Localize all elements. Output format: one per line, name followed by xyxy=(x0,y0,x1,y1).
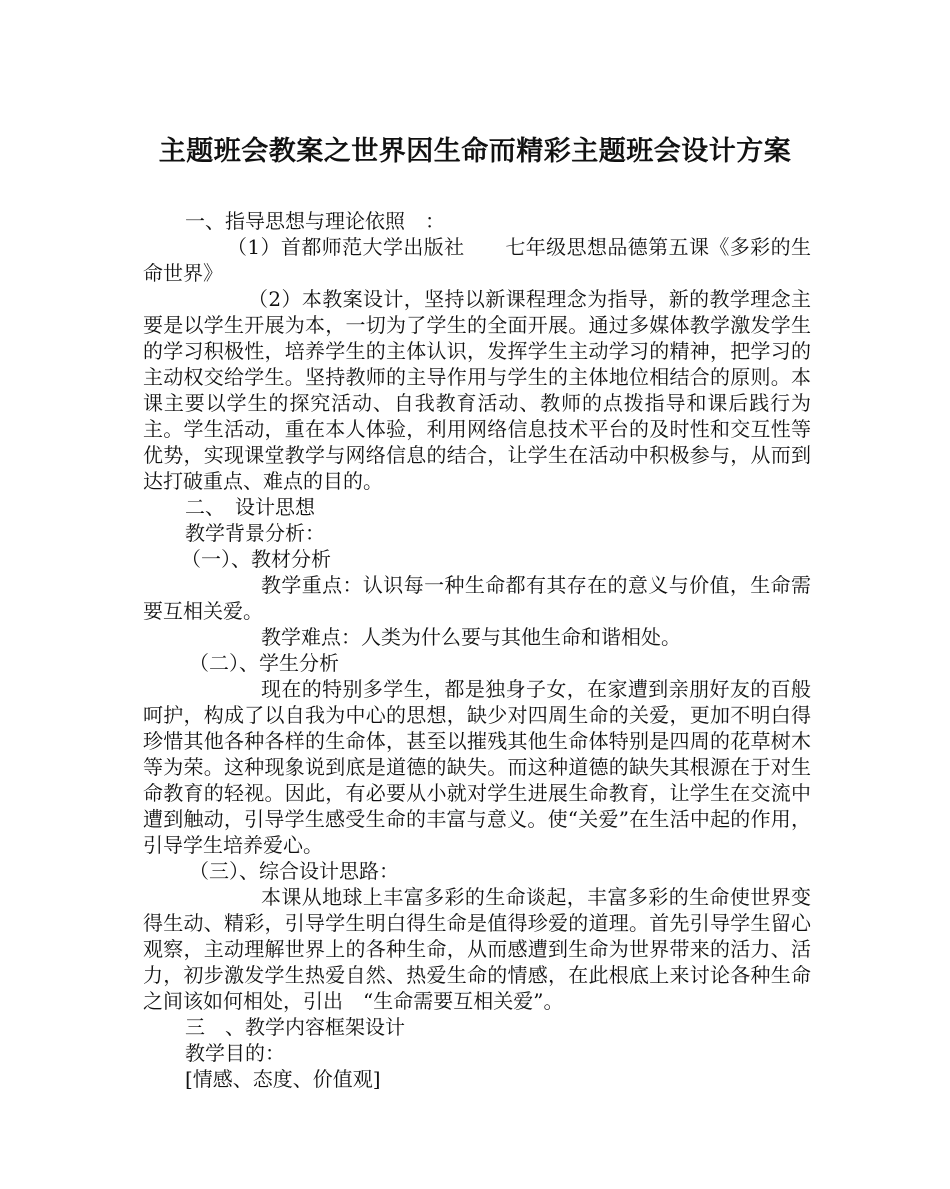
document-body xyxy=(143,208,811,1092)
paragraph-design: （2）本教案设计，坚持以新课程理念为指导，新的教学理念主要是以学生开展为本，一切为了学生的全面开展。通过多媒体教学激发学生的学习积极性，培养学生的主体认识，发挥学生主动学习的精神，把学习的主动权交给学生。坚持教师的主导作用与学生的主体地位相结合的原则。本课主要以学生的探究活动、自我教育活动、教师的点拨指导和课后践行为主。学生活动，重在本人体验，利用网络信息技术平台的及时性和交互性等优势，实现课堂教学与网络信息的结合，让学生在活动中积极参与，从而到达打破重点、难点的目的。 xyxy=(143,287,811,493)
paragraph-key-point: 教学重点：认识每一种生命都有其存在的意义与价值，生命需要互相关爱。 xyxy=(143,573,811,623)
subheading-design-approach: （三）、综合设计思路： xyxy=(189,859,399,883)
paragraph-design-approach: 本课从地球上丰富多彩的生命谈起，丰富多彩的生命使世界变得生动、精彩，引导学生明白得生命是值得珍爱的道理。首先引导学生留心观察，主动理解世界上的各种生命，从而感遭到生命为世界带来的活力、活力，初步激发学生热爱自然、热爱生命的情感，在此根底上来讨论各种生命之间该如何相处，引出 “生命需要互相关爱”。 xyxy=(143,885,811,1013)
section-heading-3: 三 、教学内容框架设计 xyxy=(185,1015,405,1039)
paragraph-source: （1）首都师范大学出版社 七年级思想品德第五课《多彩的生命世界》 xyxy=(143,235,811,285)
document-title: 主题班会教案之世界因生命而精彩主题班会设计方案 xyxy=(158,136,792,167)
subheading-background: 教学背景分析： xyxy=(185,521,325,545)
subheading-student-analysis: （二）、学生分析 xyxy=(189,651,339,675)
subheading-emotion-values: [情感、态度、价值观] xyxy=(185,1067,381,1091)
section-heading-2: 二、 设计思想 xyxy=(185,495,315,519)
subheading-textbook-analysis: （一）、教材分析 xyxy=(181,547,331,571)
paragraph-difficulty: 教学难点：人类为什么要与其他生命和谐相处。 xyxy=(261,625,681,649)
subheading-teaching-goals: 教学目的： xyxy=(185,1041,285,1065)
section-heading-1: 一、指导思想与理论依照 ： xyxy=(185,209,445,233)
paragraph-student-analysis: 现在的特别多学生，都是独身子女，在家遭到亲朋好友的百般呵护，构成了以自我为中心的思想，缺少对四周生命的关爱，更加不明白得珍惜其他各种各样的生命体，甚至以摧残其他生命体特别是四周的花草树木等为荣。这种现象说到底是道德的缺失。而这种道德的缺失其根源在于对生命教育的轻视。因此，有必要从小就对学生进展生命教育，让学生在交流中遭到触动，引导学生感受生命的丰富与意义。使“关爱”在生活中起的作用，引导学生培养爱心。 xyxy=(143,677,811,857)
